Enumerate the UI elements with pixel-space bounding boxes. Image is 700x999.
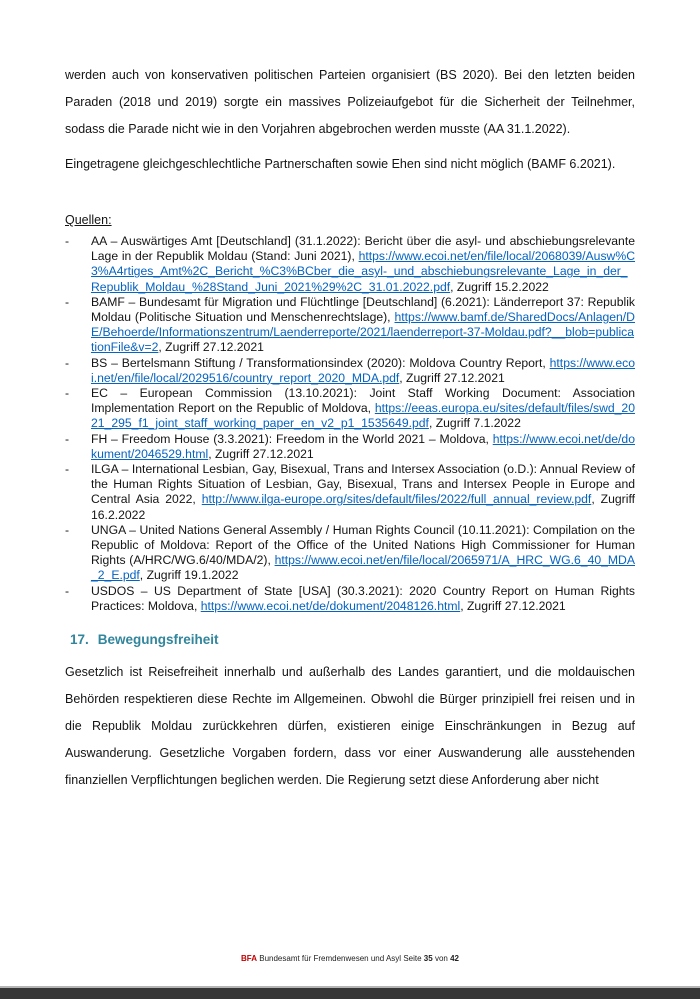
source-link[interactable]: http://www.ilga-europe.org/sites/default/files/2022/full_annual_review.pdf <box>201 492 592 507</box>
footer-page-total: 42 <box>450 954 459 963</box>
source-access-date: , Zugriff 27.12.2021 <box>158 340 264 355</box>
source-citation-text: BAMF – Bundesamt für Migration und Flüchtlinge [Deutschland] (6.2021): Länderreport 37: Republik Moldau (Politische Situation und Menschenrechtslage), <box>91 294 635 325</box>
page-footer <box>0 954 700 963</box>
list-bullet: - <box>65 355 70 370</box>
source-citation-text: BS – Bertelsmann Stiftung / Transformationsindex (2020): Moldova Country Report, <box>91 355 550 370</box>
source-citation <box>91 234 635 295</box>
sources-heading-label: Quellen: <box>65 213 112 227</box>
footer-of-label: von <box>434 954 448 963</box>
source-access-date: , Zugriff 19.1.2022 <box>139 568 239 583</box>
source-list-item <box>65 295 635 356</box>
list-bullet: - <box>65 583 70 598</box>
sources-heading <box>65 212 635 229</box>
list-bullet: - <box>65 431 70 446</box>
source-link[interactable]: https://eeas.europa.eu/sites/default/files/swd_2021_295_f1_joint_staff_working_paper_en_v2_p1_1535649.pdf <box>91 401 635 431</box>
source-citation <box>91 584 635 614</box>
section-number: 17. <box>70 632 89 648</box>
source-link[interactable]: https://www.ecoi.net/en/file/local/2068039/Ausw%C3%A4rtiges_Amt%2C_Bericht_%C3%BCber_die_asyl-_und_abschiebungsrelevante_Lage_in_der_Republik_Moldau_%28Stand_Juni_2021%29%2C_31.01.2022.pdf <box>91 249 635 294</box>
footer-org-name: Bundesamt für Fremdenwesen und Asyl <box>259 954 402 963</box>
source-citation-text: UNGA – United Nations General Assembly / Human Rights Council (10.11.2021): Compilation on the Republic of Moldova: Report of the Office of the United Nations High Commissioner for Human Rights (A/HRC/WG.6/40/MDA/2), <box>91 522 635 568</box>
source-access-date: , Zugriff 16.2.2022 <box>91 492 635 522</box>
body-paragraph-freedom-of-movement: Gesetzlich ist Reisefreiheit innerhalb und außerhalb des Landes garantiert, und die moldauischen Behörden respektieren diese Rechte im Allgemeinen. Obwohl die Bürger prinzipiell frei reisen und in die Republik Moldau zurückkehren dürfen, existieren einige Einschränkungen in Bezug auf Auswanderung. Gesetzliche Vorgaben fordern, dass vor einer Auswanderung alle ausstehenden finanziellen Verpflichtungen beglichen werden. Die Regierung setzt diese Anforderung aber nicht <box>65 665 635 788</box>
footer-page-current: 35 <box>423 954 433 963</box>
sources-list <box>65 234 635 614</box>
source-link[interactable]: https://www.bamf.de/SharedDocs/Anlagen/DE/Behoerde/Informationszentrum/Laenderreporte/2021/laenderreport-37-Moldau.pdf?__blob=publicationFile&v=2 <box>91 310 635 355</box>
source-citation-text: FH – Freedom House (3.3.2021): Freedom in the World 2021 – Moldova, <box>91 431 493 446</box>
body-paragraph-partnerships: Eingetragene gleichgeschlechtliche Partnerschaften sowie Ehen sind nicht möglich (BAMF 6.2021). <box>65 157 616 171</box>
footer-page-label: Seite <box>403 954 422 963</box>
source-citation <box>91 356 635 386</box>
section-heading <box>65 632 635 647</box>
source-access-date: , Zugriff 27.12.2021 <box>460 598 566 613</box>
body-paragraph-pride-parades: werden auch von konservativen politischen Parteien organisiert (BS 2020). Bei den letzten beiden Paraden (2018 und 2019) sorgte ein massives Polizeiaufgebot für die Sicherheit der Teilnehmer, sodass die Parade nicht wie in den Vorjahren abgebrochen werden musste (AA 31.1.2022). <box>65 68 635 136</box>
source-citation <box>91 295 635 356</box>
source-access-date: , Zugriff 7.1.2022 <box>428 416 521 431</box>
source-list-item <box>65 584 635 614</box>
section-title: Bewegungsfreiheit <box>97 632 219 648</box>
list-bullet: - <box>65 386 70 401</box>
source-link[interactable]: https://www.ecoi.net/en/file/local/2065971/A_HRC_WG.6_40_MDA_2_E.pdf <box>91 553 635 583</box>
source-list-item <box>65 234 635 295</box>
list-bullet: - <box>65 234 70 248</box>
footer-org-abbr: BFA <box>241 954 257 963</box>
source-link[interactable]: https://www.ecoi.net/en/file/local/2029516/country_report_2020_MDA.pdf <box>91 355 635 385</box>
source-link[interactable]: https://www.ecoi.net/de/dokument/2048126.html <box>200 598 461 613</box>
source-list-item <box>65 432 635 462</box>
source-access-date: , Zugriff 27.12.2021 <box>208 446 314 461</box>
source-citation-text: ILGA – International Lesbian, Gay, Bisexual, Trans and Intersex Association (o.D.): Annual Review of the Human Rights Situation of Lesbian, Gay, Bisexual, Trans and Intersex People in Europe and Central Asia 2022, <box>91 462 635 507</box>
source-citation <box>91 432 635 462</box>
source-access-date: , Zugriff 27.12.2021 <box>399 370 505 385</box>
page-bottom-edge <box>0 986 700 999</box>
list-bullet: - <box>65 462 70 477</box>
list-bullet: - <box>65 522 70 537</box>
source-citation-text: USDOS – US Department of State [USA] (30.3.2021): 2020 Country Report on Human Rights Practices: Moldova, <box>91 583 635 613</box>
list-bullet: - <box>65 294 70 309</box>
source-citation-text: AA – Auswärtiges Amt [Deutschland] (31.1.2022): Bericht über die asyl- und abschiebungsrelevante Lage in der Republik Moldau (Stand: Juni 2021), <box>91 234 635 264</box>
source-citation <box>91 523 635 584</box>
source-citation <box>91 386 635 432</box>
source-list-item <box>65 356 635 386</box>
source-list-item <box>65 523 635 584</box>
source-access-date: , Zugriff 15.2.2022 <box>450 279 549 294</box>
source-citation <box>91 462 635 523</box>
source-list-item <box>65 386 635 432</box>
source-citation-text: EC – European Commission (13.10.2021): Joint Staff Working Document: Association Implementation Report on the Republic of Moldova, <box>91 386 635 416</box>
source-list-item <box>65 462 635 523</box>
source-link[interactable]: https://www.ecoi.net/de/dokument/2046529.html <box>91 431 635 461</box>
